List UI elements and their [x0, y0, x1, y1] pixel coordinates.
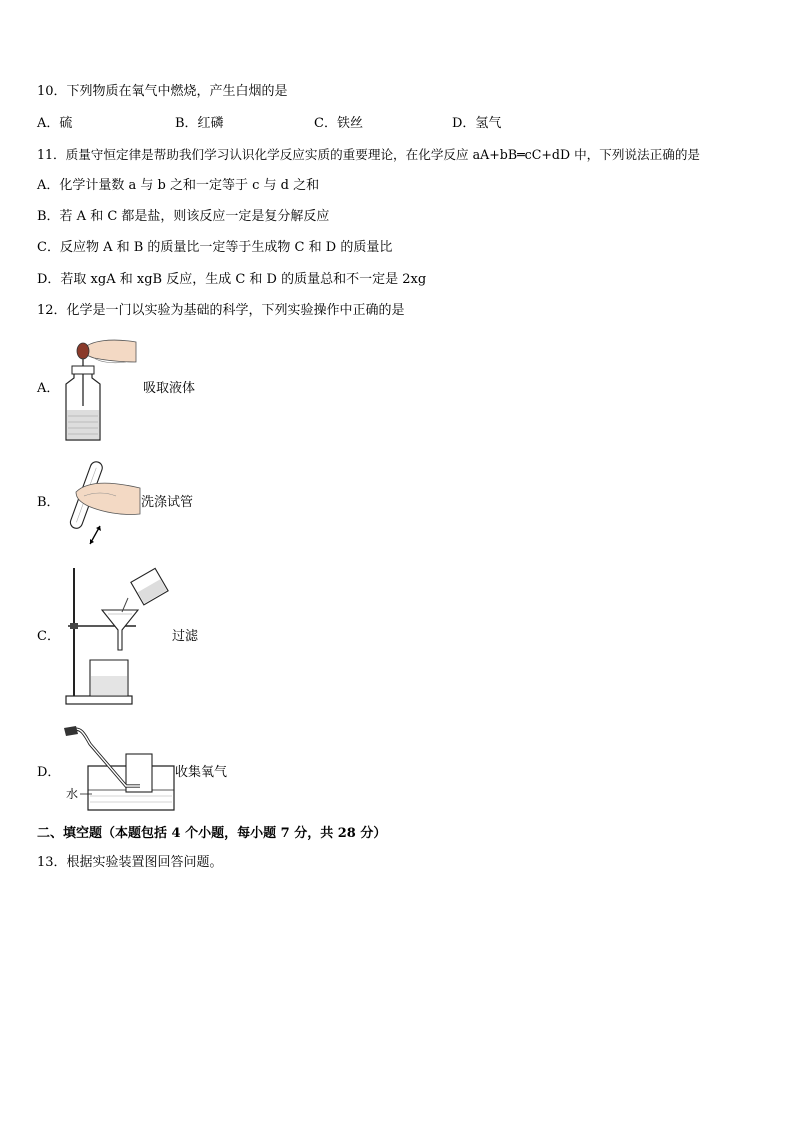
q12-option-d-letter: D．: [37, 765, 61, 780]
q11-option-d: D．若取 xgA 和 xgB 反应，生成 C 和 D 的质量总和不一定是 2xg: [37, 272, 427, 287]
q10-option-b: B．红磷: [175, 116, 224, 131]
dropper-bottle-figure: [60, 336, 140, 444]
q10-option-c: C．铁丝: [314, 116, 363, 131]
test-tube-washing-figure: [66, 456, 142, 548]
filtration-figure: [62, 564, 172, 708]
q12-option-a-letter: A．: [37, 381, 60, 396]
q11-option-a: A．化学计量数 a 与 b 之和一定等于 c 与 d 之和: [37, 178, 320, 193]
q12-option-b-letter: B．: [37, 495, 60, 510]
water-label: 水: [66, 787, 79, 801]
question-10-stem: 10．下列物质在氧气中燃烧，产生白烟的是: [37, 84, 288, 99]
q11-option-b: B．若 A 和 C 都是盐，则该反应一定是复分解反应: [37, 209, 330, 224]
q12-option-c-caption: 过滤: [172, 629, 199, 644]
question-11-stem: 11．质量守恒定律是帮助我们学习认识化学反应实质的重要理论，在化学反应 aA+bB═cC+dD 中，下列说法正确的是: [37, 147, 701, 162]
q10-option-a: A．硫: [37, 116, 73, 131]
gas-collection-figure: [62, 724, 178, 814]
q12-option-c-letter: C．: [37, 629, 60, 644]
q10-option-d: D．氢气: [452, 116, 502, 131]
q12-option-b-caption: 洗涤试管: [141, 495, 194, 510]
q12-option-a-caption: 吸取液体: [143, 381, 196, 396]
section-2-heading: 二、填空题（本题包括 4 个小题，每小题 7 分，共 28 分）: [37, 826, 387, 841]
question-12-stem: 12．化学是一门以实验为基础的科学，下列实验操作中正确的是: [37, 303, 405, 318]
q11-option-c: C．反应物 A 和 B 的质量比一定等于生成物 C 和 D 的质量比: [37, 240, 393, 255]
q12-option-d-caption: 收集氧气: [175, 765, 228, 780]
question-13-stem: 13．根据实验装置图回答问题。: [37, 855, 223, 870]
